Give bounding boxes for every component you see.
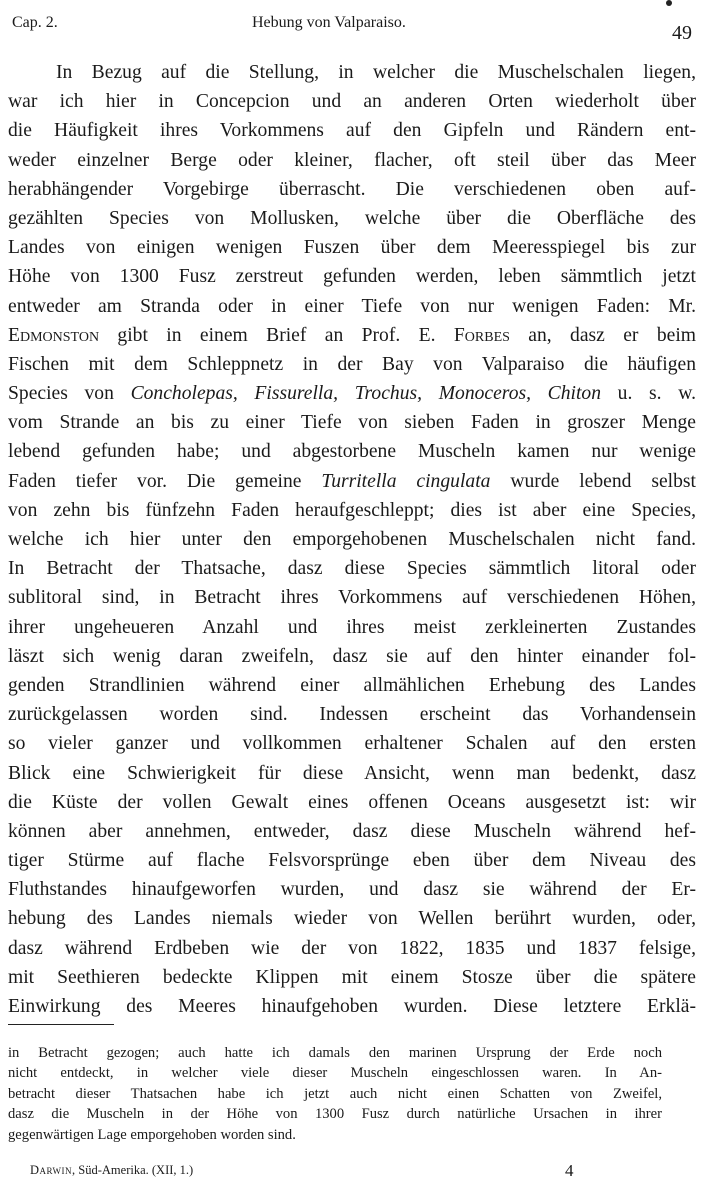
- sheet-number: 4: [565, 1161, 574, 1180]
- text-line: In Betracht der Thatsache, dasz diese Species sämmtlich litoral oder: [8, 558, 696, 580]
- footnote-line: gegenwärtigen Lage emporgehoben worden sind.: [8, 1126, 296, 1143]
- running-title: Hebung von Valparaiso.: [252, 14, 406, 31]
- footnote: [8, 1043, 662, 1145]
- text-line: weder einzelner Berge oder kleiner, flacher, oft steil über das Meer: [8, 149, 696, 171]
- text-line: entweder am Stranda oder in einer Tiefe von nur wenigen Faden: Mr.: [8, 295, 696, 317]
- text-line: Einwirkung des Meeres hinaufgehoben wurden. Diese letztere Erklä-: [8, 996, 696, 1017]
- text-line: war ich hier in Concepcion und an anderen Orten wiederholt über: [8, 91, 696, 113]
- chapter-label: Cap. 2.: [12, 14, 58, 31]
- text-line: von zehn bis fünfzehn Faden heraufgeschleppt; dies ist aber eine Species,: [8, 499, 696, 521]
- text-line: die Häufigkeit ihres Vorkommens auf den Gipfeln und Rändern ent-: [8, 120, 696, 142]
- running-head: [12, 14, 692, 44]
- text-line: die Küste der vollen Gewalt eines offenen Oceans ausgesetzt ist: wir: [8, 791, 696, 813]
- text-line: dasz während Erdbeben wie der von 1822, 1835 und 1837 felsige,: [8, 937, 696, 959]
- signature-author: Darwin: [30, 1163, 73, 1177]
- species-name: Turritella cingulata: [321, 470, 491, 492]
- text-line: mit Seethieren bedeckte Klippen mit einem Stosze über die spätere: [8, 966, 696, 988]
- footnote-line: nicht entdeckt, in welcher viele dieser Muscheln eingeschlossen waren. In An-: [8, 1065, 662, 1082]
- main-text: [8, 58, 696, 1021]
- text-line: vom Strande an bis zu einer Tiefe von sieben Faden in groszer Menge: [8, 412, 696, 434]
- text-line: tiger Stürme auf flache Felsvorsprünge eben über dem Niveau des: [8, 850, 696, 872]
- text-line: können aber annehmen, entweder, dasz diese Muscheln während hef-: [8, 820, 696, 842]
- footnote-line: betracht dieser Thatsachen habe ich jetzt auch nicht einen Schatten von Zweifel,: [8, 1085, 662, 1102]
- footnote-divider: [8, 1024, 114, 1025]
- author-name-edmonston: Edmonston: [8, 324, 100, 346]
- text-line: In Bezug auf die Stellung, in welcher die Muschelschalen liegen,: [56, 62, 696, 83]
- footnote-line: in Betracht gezogen; auch hatte ich damals den marinen Ursprung der Erde noch: [8, 1045, 662, 1061]
- text-line: läszt sich wenig daran zweifeln, dasz sie auf den hinter einander fol-: [8, 645, 696, 667]
- text-line: Species von Concholepas, Fissurella, Trochus, Monoceros, Chiton u. s. w.: [8, 383, 696, 405]
- text-line: Edmonston gibt in einem Brief an Prof. E. Forbes an, dasz er beim: [8, 324, 696, 346]
- signature-title: , Süd-Amerika. (XII, 1.): [72, 1163, 194, 1177]
- text-line: so vieler ganzer und vollkommen erhaltener Schalen auf den ersten: [8, 733, 696, 755]
- text-line: Faden tiefer vor. Die gemeine Turritella cingulata wurde lebend selbst: [8, 470, 696, 492]
- text-line: lebend gefunden habe; und abgestorbene Muscheln kamen nur wenige: [8, 441, 696, 463]
- text-line: sublitoral sind, in Betracht ihres Vorkommens auf verschiedenen Höhen,: [8, 587, 696, 609]
- ink-dot-mark: [666, 0, 672, 6]
- text-line: Landes von einigen wenigen Fuszen über dem Meeresspiegel bis zur: [8, 237, 696, 259]
- text-line: genden Strandlinien während einer allmählichen Erhebung des Landes: [8, 674, 696, 696]
- text-line: Blick eine Schwierigkeit für diese Ansicht, wenn man bedenkt, dasz: [8, 762, 696, 784]
- text-line: Fischen mit dem Schleppnetz in der Bay von Valparaiso die häufigen: [8, 353, 696, 375]
- footnote-line: dasz die Muscheln in der Höhe von 1300 Fusz durch natürliche Ursachen in ihrer: [8, 1106, 662, 1123]
- text-line: Fluthstandes hinaufgeworfen wurden, und dasz sie während der Er-: [8, 879, 696, 901]
- text-line: ihrer ungeheueren Anzahl und ihres meist zerkleinerten Zustandes: [8, 616, 696, 638]
- page-number: 49: [672, 22, 692, 44]
- printer-signature: [30, 1163, 193, 1178]
- text-line: hebung des Landes niemals wieder von Wellen berührt wurden, oder,: [8, 908, 696, 930]
- text-line: zurückgelassen worden sind. Indessen erscheint das Vorhandensein: [8, 704, 696, 726]
- text-line: welche ich hier unter den emporgehobenen Muschelschalen nicht fand.: [8, 529, 696, 550]
- genera-list: Concholepas, Fissurella, Trochus, Monoceros, Chiton: [130, 383, 602, 405]
- text-line: Höhe von 1300 Fusz zerstreut gefunden werden, leben sämmtlich jetzt: [8, 266, 696, 288]
- text-line: gezählten Species von Mollusken, welche über die Oberfläche des: [8, 207, 696, 229]
- text-line: herabhängender Vorgebirge überrascht. Die verschiedenen oben auf-: [8, 178, 696, 200]
- author-name-forbes: Forbes: [453, 324, 510, 346]
